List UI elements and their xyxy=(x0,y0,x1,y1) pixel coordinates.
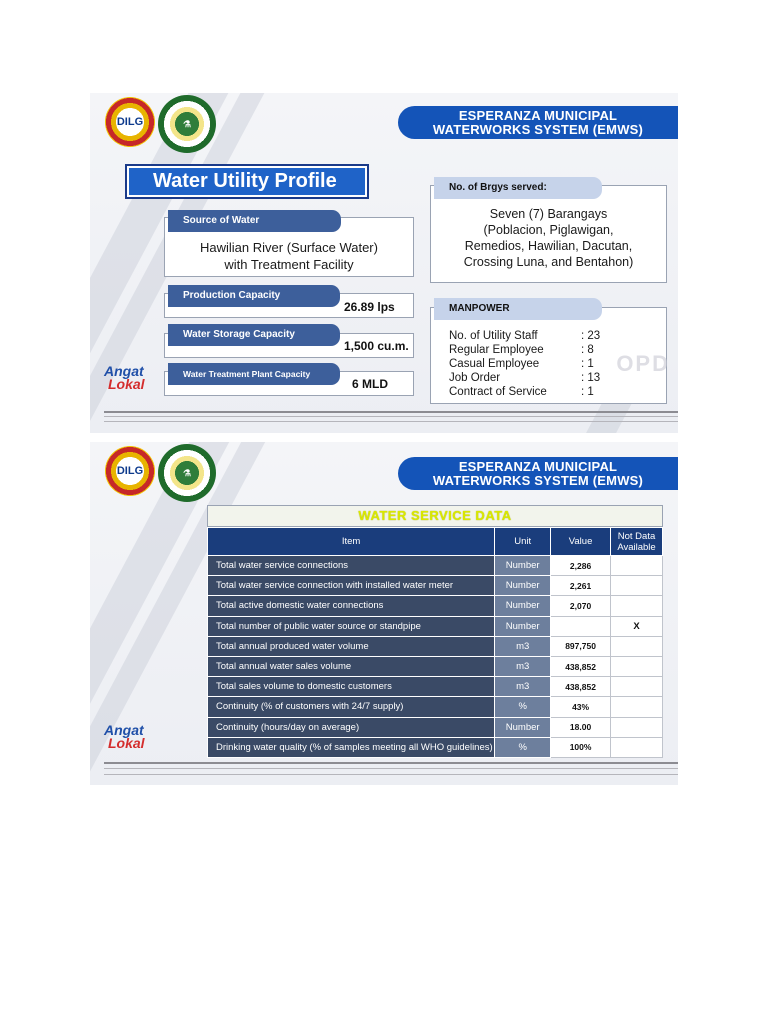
footer-rule xyxy=(104,768,678,769)
table-header-row xyxy=(208,528,663,556)
municipal-seal-logo: ⚗ xyxy=(158,444,216,502)
table-row: Drinking water quality (% of samples meeting all WHO guidelines) % 100% xyxy=(208,737,663,757)
manpower-row: Contract of Service : 1 xyxy=(449,386,594,398)
production-capacity-label: Production Capacity xyxy=(168,285,340,307)
manpower-row: No. of Utility Staff : 23 xyxy=(449,330,601,342)
manpower-row: Job Order : 13 xyxy=(449,372,601,384)
column-header-item: Item xyxy=(208,528,495,556)
treatment-plant-value: 6 MLD xyxy=(352,377,388,391)
table-row: Total active domestic water connections Number 2,070 xyxy=(208,596,663,616)
table-title: WATER SERVICE DATA xyxy=(207,505,663,527)
production-capacity-value: 26.89 lps xyxy=(344,300,395,314)
header-line2: WATERWORKS SYSTEM (EMWS) xyxy=(432,122,644,137)
footer-rule xyxy=(104,774,678,775)
brgys-served-label: No. of Brgys served: xyxy=(434,177,602,199)
header-line1: ESPERANZA MUNICIPAL xyxy=(458,108,618,123)
table-row: Continuity (hours/day on average) Number 18.00 xyxy=(208,717,663,737)
table-row: Continuity (% of customers with 24/7 supply) % 43% xyxy=(208,697,663,717)
table-row: Total annual produced water volume m3 897,750 xyxy=(208,636,663,656)
treatment-plant-label: Water Treatment Plant Capacity xyxy=(168,363,340,385)
brgys-served-list: Seven (7) Barangays (Poblacion, Piglawigan, Remedios, Hawilian, Dacutan, Crossing Luna, and Bentahon) xyxy=(463,207,634,269)
water-storage-label: Water Storage Capacity xyxy=(168,324,340,346)
dilg-logo: DILG xyxy=(105,97,155,147)
municipal-seal-logo: ⚗ xyxy=(158,95,216,153)
column-header-not-data-available: Not Data Available xyxy=(611,528,663,556)
data-table xyxy=(207,527,663,758)
manpower-row: Regular Employee : 8 xyxy=(449,344,594,356)
slide-water-utility-profile xyxy=(90,93,678,433)
column-header-value: Value xyxy=(551,528,611,556)
footer-rule xyxy=(104,416,678,417)
header-banner xyxy=(398,457,678,490)
header-line2: WATERWORKS SYSTEM (EMWS) xyxy=(432,473,644,488)
water-storage-value: 1,500 cu.m. xyxy=(344,339,409,353)
table-row: Total water service connections Number 2,286 xyxy=(208,556,663,576)
column-header-unit: Unit xyxy=(495,528,551,556)
manpower-row: Casual Employee : 1 xyxy=(449,358,594,370)
angat-lokal-logo: Angat Lokal xyxy=(104,722,145,751)
table-row: Total water service connection with installed water meter Number 2,261 xyxy=(208,576,663,596)
header-line1: ESPERANZA MUNICIPAL xyxy=(458,459,618,474)
source-of-water-label: Source of Water xyxy=(168,210,341,232)
watermark-text: OPD xyxy=(616,351,670,376)
page-title: Water Utility Profile xyxy=(129,168,365,195)
water-service-data-table xyxy=(207,505,663,758)
angat-lokal-logo: Angat Lokal xyxy=(104,363,145,392)
header-banner xyxy=(398,106,678,139)
source-of-water-value: Hawilian River (Surface Water) with Treatment Facility xyxy=(200,240,378,272)
table-row: Total number of public water source or standpipe Number X xyxy=(208,616,663,636)
page-title-box xyxy=(125,164,369,199)
footer-rule xyxy=(104,411,678,413)
slide-water-service-data xyxy=(90,442,678,785)
footer-rule xyxy=(104,762,678,764)
table-row: Total annual water sales volume m3 438,852 xyxy=(208,656,663,676)
manpower-label: MANPOWER xyxy=(434,298,602,320)
dilg-logo: DILG xyxy=(105,446,155,496)
table-row: Total sales volume to domestic customers m3 438,852 xyxy=(208,677,663,697)
footer-rule xyxy=(104,421,678,422)
